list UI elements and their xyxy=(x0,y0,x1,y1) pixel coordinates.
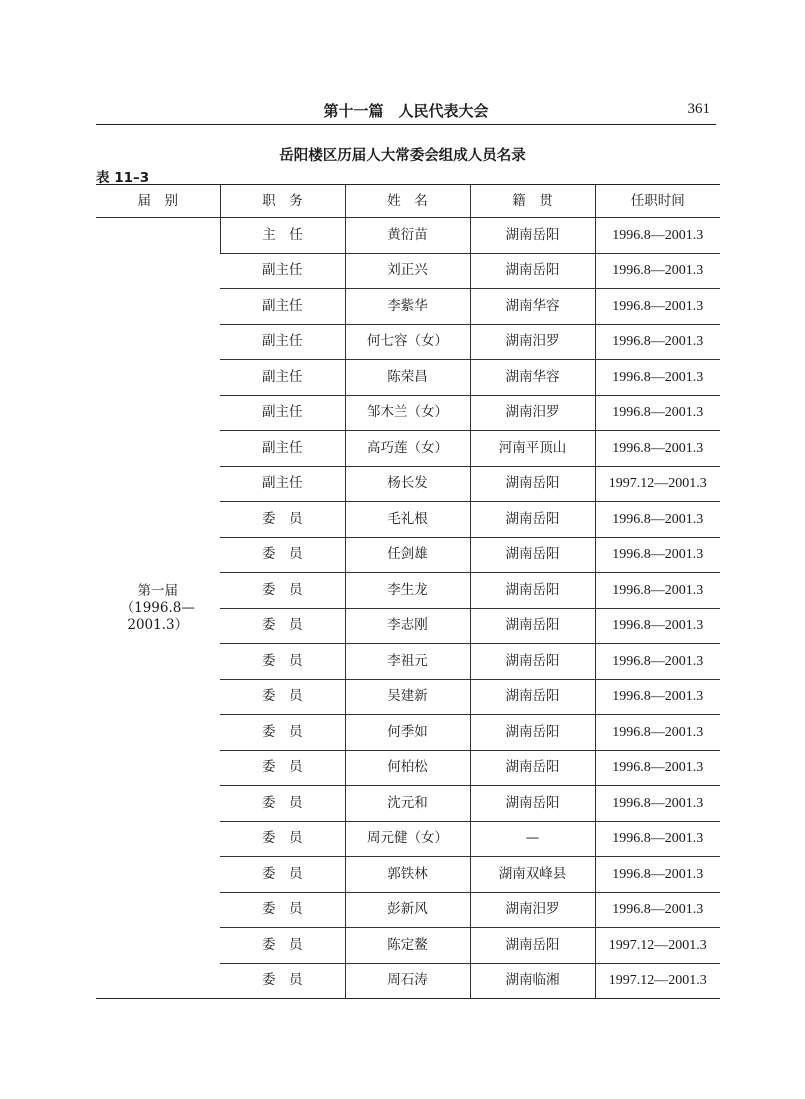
tenure-cell: 1996.8—2001.3 xyxy=(595,324,720,360)
origin-cell: 湖南岳阳 xyxy=(470,608,595,644)
origin-cell: 湖南临湘 xyxy=(470,963,595,999)
origin-cell: 湖南华容 xyxy=(470,360,595,396)
tenure-cell: 1996.8—2001.3 xyxy=(595,857,720,893)
name-cell: 邹木兰（女） xyxy=(345,395,470,431)
origin-cell: 湖南汨罗 xyxy=(470,892,595,928)
origin-cell: — xyxy=(470,821,595,857)
position-cell: 主 任 xyxy=(220,218,345,254)
running-head xyxy=(96,98,716,125)
position-cell: 副主任 xyxy=(220,360,345,396)
tenure-cell: 1996.8—2001.3 xyxy=(595,360,720,396)
column-header-position: 职 务 xyxy=(220,185,345,218)
origin-cell: 湖南岳阳 xyxy=(470,537,595,573)
name-cell: 吴建新 xyxy=(345,679,470,715)
origin-cell: 河南平顶山 xyxy=(470,431,595,467)
name-cell: 毛礼根 xyxy=(345,502,470,538)
name-cell: 何季如 xyxy=(345,715,470,751)
origin-cell: 湖南岳阳 xyxy=(470,466,595,502)
position-cell: 副主任 xyxy=(220,431,345,467)
origin-cell: 湖南岳阳 xyxy=(470,502,595,538)
position-cell: 委 员 xyxy=(220,963,345,999)
name-cell: 周元健（女） xyxy=(345,821,470,857)
origin-cell: 湖南岳阳 xyxy=(470,750,595,786)
tenure-cell: 1996.8—2001.3 xyxy=(595,502,720,538)
tenure-cell: 1996.8—2001.3 xyxy=(595,786,720,822)
position-cell: 委 员 xyxy=(220,786,345,822)
roster-table xyxy=(96,184,720,999)
tenure-cell: 1996.8—2001.3 xyxy=(595,253,720,289)
tenure-cell: 1996.8—2001.3 xyxy=(595,750,720,786)
origin-cell: 湖南岳阳 xyxy=(470,715,595,751)
position-cell: 委 员 xyxy=(220,608,345,644)
position-cell: 委 员 xyxy=(220,715,345,751)
name-cell: 李志刚 xyxy=(345,608,470,644)
origin-cell: 湖南汨罗 xyxy=(470,395,595,431)
page-number: 361 xyxy=(687,101,710,117)
name-cell: 何七容（女） xyxy=(345,324,470,360)
position-cell: 委 员 xyxy=(220,892,345,928)
tenure-cell: 1997.12—2001.3 xyxy=(595,466,720,502)
origin-cell: 湖南双峰县 xyxy=(470,857,595,893)
tenure-cell: 1996.8—2001.3 xyxy=(595,821,720,857)
position-cell: 委 员 xyxy=(220,573,345,609)
table-number: 表 11–3 xyxy=(96,170,150,186)
origin-cell: 湖南岳阳 xyxy=(470,218,595,254)
tenure-cell: 1997.12—2001.3 xyxy=(595,963,720,999)
position-cell: 委 员 xyxy=(220,679,345,715)
name-cell: 刘正兴 xyxy=(345,253,470,289)
origin-cell: 湖南岳阳 xyxy=(470,928,595,964)
tenure-cell: 1996.8—2001.3 xyxy=(595,892,720,928)
tenure-cell: 1996.8—2001.3 xyxy=(595,395,720,431)
name-cell: 李祖元 xyxy=(345,644,470,680)
roster-body xyxy=(96,218,720,999)
position-cell: 副主任 xyxy=(220,289,345,325)
position-cell: 副主任 xyxy=(220,466,345,502)
position-cell: 委 员 xyxy=(220,537,345,573)
position-cell: 副主任 xyxy=(220,324,345,360)
name-cell: 杨长发 xyxy=(345,466,470,502)
origin-cell: 湖南华容 xyxy=(470,289,595,325)
name-cell: 高巧莲（女） xyxy=(345,431,470,467)
tenure-cell: 1996.8—2001.3 xyxy=(595,644,720,680)
table-row xyxy=(96,218,720,254)
tenure-cell: 1996.8—2001.3 xyxy=(595,715,720,751)
tenure-cell: 1996.8—2001.3 xyxy=(595,537,720,573)
tenure-cell: 1996.8—2001.3 xyxy=(595,431,720,467)
name-cell: 李生龙 xyxy=(345,573,470,609)
column-header-origin: 籍 贯 xyxy=(470,185,595,218)
term-label-line1: 第一届 xyxy=(137,582,178,599)
column-header-term: 届 别 xyxy=(96,185,220,218)
name-cell: 任剑雄 xyxy=(345,537,470,573)
position-cell: 委 员 xyxy=(220,857,345,893)
position-cell: 副主任 xyxy=(220,253,345,289)
term-label-line2: （1996.8— xyxy=(120,599,195,616)
table-title: 岳阳楼区历届人大常委会组成人员名录 xyxy=(279,148,526,164)
name-cell: 陈荣昌 xyxy=(345,360,470,396)
origin-cell: 湖南岳阳 xyxy=(470,679,595,715)
position-cell: 委 员 xyxy=(220,821,345,857)
origin-cell: 湖南岳阳 xyxy=(470,253,595,289)
position-cell: 副主任 xyxy=(220,395,345,431)
origin-cell: 湖南岳阳 xyxy=(470,786,595,822)
origin-cell: 湖南岳阳 xyxy=(470,644,595,680)
running-title: 第十一篇 人民代表大会 xyxy=(323,102,489,120)
table-header-row xyxy=(96,185,720,218)
position-cell: 委 员 xyxy=(220,502,345,538)
name-cell: 黄衍苗 xyxy=(345,218,470,254)
name-cell: 郭铁林 xyxy=(345,857,470,893)
term-cell xyxy=(96,218,220,999)
tenure-cell: 1997.12—2001.3 xyxy=(595,928,720,964)
tenure-cell: 1996.8—2001.3 xyxy=(595,218,720,254)
name-cell: 沈元和 xyxy=(345,786,470,822)
position-cell: 委 员 xyxy=(220,644,345,680)
name-cell: 周石涛 xyxy=(345,963,470,999)
tenure-cell: 1996.8—2001.3 xyxy=(595,679,720,715)
tenure-cell: 1996.8—2001.3 xyxy=(595,573,720,609)
tenure-cell: 1996.8—2001.3 xyxy=(595,608,720,644)
name-cell: 彭新风 xyxy=(345,892,470,928)
origin-cell: 湖南岳阳 xyxy=(470,573,595,609)
tenure-cell: 1996.8—2001.3 xyxy=(595,289,720,325)
position-cell: 委 员 xyxy=(220,928,345,964)
origin-cell: 湖南汨罗 xyxy=(470,324,595,360)
column-header-tenure: 任职时间 xyxy=(595,185,720,218)
name-cell: 何柏松 xyxy=(345,750,470,786)
position-cell: 委 员 xyxy=(220,750,345,786)
name-cell: 李紫华 xyxy=(345,289,470,325)
term-label-line3: 2001.3） xyxy=(127,616,189,633)
name-cell: 陈定鳌 xyxy=(345,928,470,964)
column-header-name: 姓 名 xyxy=(345,185,470,218)
